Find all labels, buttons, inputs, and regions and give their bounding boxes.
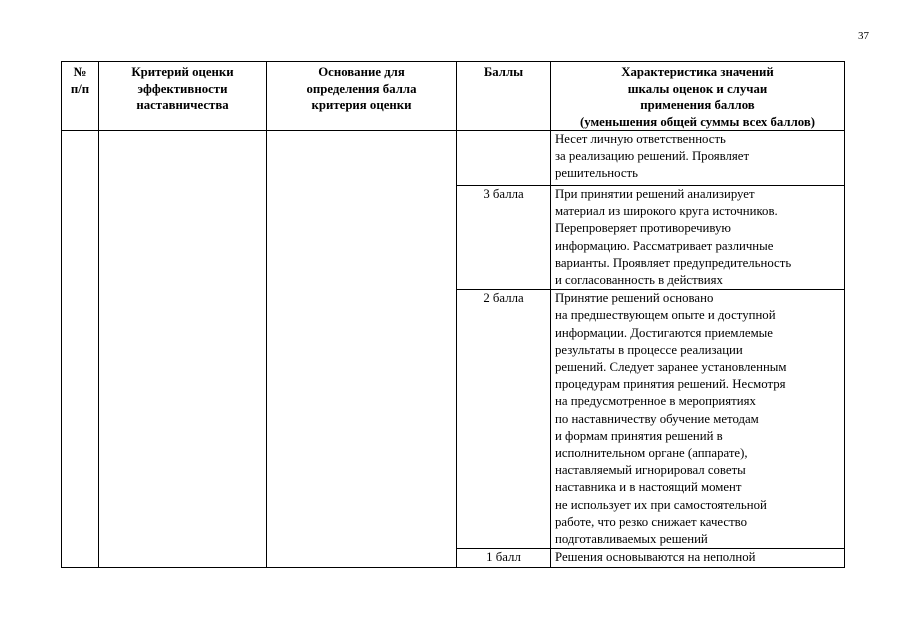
header-num [62, 62, 99, 131]
header-line: применения баллов [640, 98, 755, 112]
text-line: результаты в процессе реализации [555, 342, 743, 357]
header-characteristic [551, 62, 845, 131]
table-row [62, 131, 845, 186]
text-line: и формам принятия решений в [555, 428, 723, 443]
text-line: наставляемый игнорировал советы [555, 463, 746, 478]
header-line: наставничества [136, 98, 229, 112]
cell-score [457, 131, 551, 186]
cell-basis [267, 131, 457, 568]
header-line: определения балла [306, 81, 417, 96]
page-number: 37 [858, 30, 869, 42]
text-line: наставника и в настоящий момент [555, 480, 742, 495]
text-line: за реализацию решений. Проявляет [555, 149, 750, 164]
header-score [457, 62, 551, 131]
header-line: п/п [70, 81, 90, 96]
text-line: варианты. Проявляет предупредительность [555, 255, 792, 270]
text-line: на предшествующем опыте и доступной [555, 308, 776, 323]
text-line: Несет личную ответственность [555, 132, 726, 146]
text-line: решений. Следует заранее установленным [555, 360, 787, 375]
text-line: информацию. Рассматривает различные [555, 238, 774, 253]
header-line: критерия оценки [311, 98, 412, 112]
header-line: № [73, 65, 87, 79]
text-line: Перепроверяет противоречивую [555, 221, 731, 236]
text-line: Принятие решений основано [555, 291, 714, 306]
header-line: Критерий оценки [131, 65, 234, 79]
cell-score: 2 балла [457, 290, 551, 549]
cell-characteristic [551, 549, 845, 568]
text-line: материал из широкого круга источников. [555, 204, 778, 219]
header-line: эффективности [137, 81, 228, 96]
text-line: подготавливаемых решений [555, 532, 708, 547]
cell-characteristic [551, 186, 845, 290]
cell-score: 1 балл [457, 549, 551, 568]
header-criterion [99, 62, 267, 131]
text-line: решительность [555, 166, 638, 181]
text-line: процедурам принятия решений. Несмотря [555, 377, 786, 392]
text-line: информации. Достигаются приемлемые [555, 325, 773, 340]
header-line: Баллы [483, 65, 524, 79]
text-line: не использует их при самостоятельной [555, 497, 767, 512]
header-line: Основание для [318, 65, 405, 79]
cell-score: 3 балла [457, 186, 551, 290]
text-line: по наставничеству обучение методам [555, 411, 759, 426]
header-line: Характеристика значений [621, 65, 774, 79]
cell-num [62, 131, 99, 568]
table-header-row [62, 62, 845, 131]
text-line: работе, что резко снижает качество [555, 514, 748, 529]
text-line: При принятии решений анализирует [555, 187, 755, 201]
cell-characteristic [551, 290, 845, 549]
header-line: шкалы оценок и случаи [627, 81, 768, 96]
cell-characteristic [551, 131, 845, 186]
text-line: Решения основываются на неполной [555, 550, 756, 565]
text-line: исполнительном органе (аппарате), [555, 446, 748, 461]
text-line: и согласованность в действиях [555, 273, 723, 288]
header-basis [267, 62, 457, 131]
criteria-table [61, 61, 845, 568]
header-line: (уменьшения общей суммы всех баллов) [579, 114, 816, 129]
text-line: на предусмотренное в мероприятиях [555, 394, 756, 409]
cell-criterion [99, 131, 267, 568]
